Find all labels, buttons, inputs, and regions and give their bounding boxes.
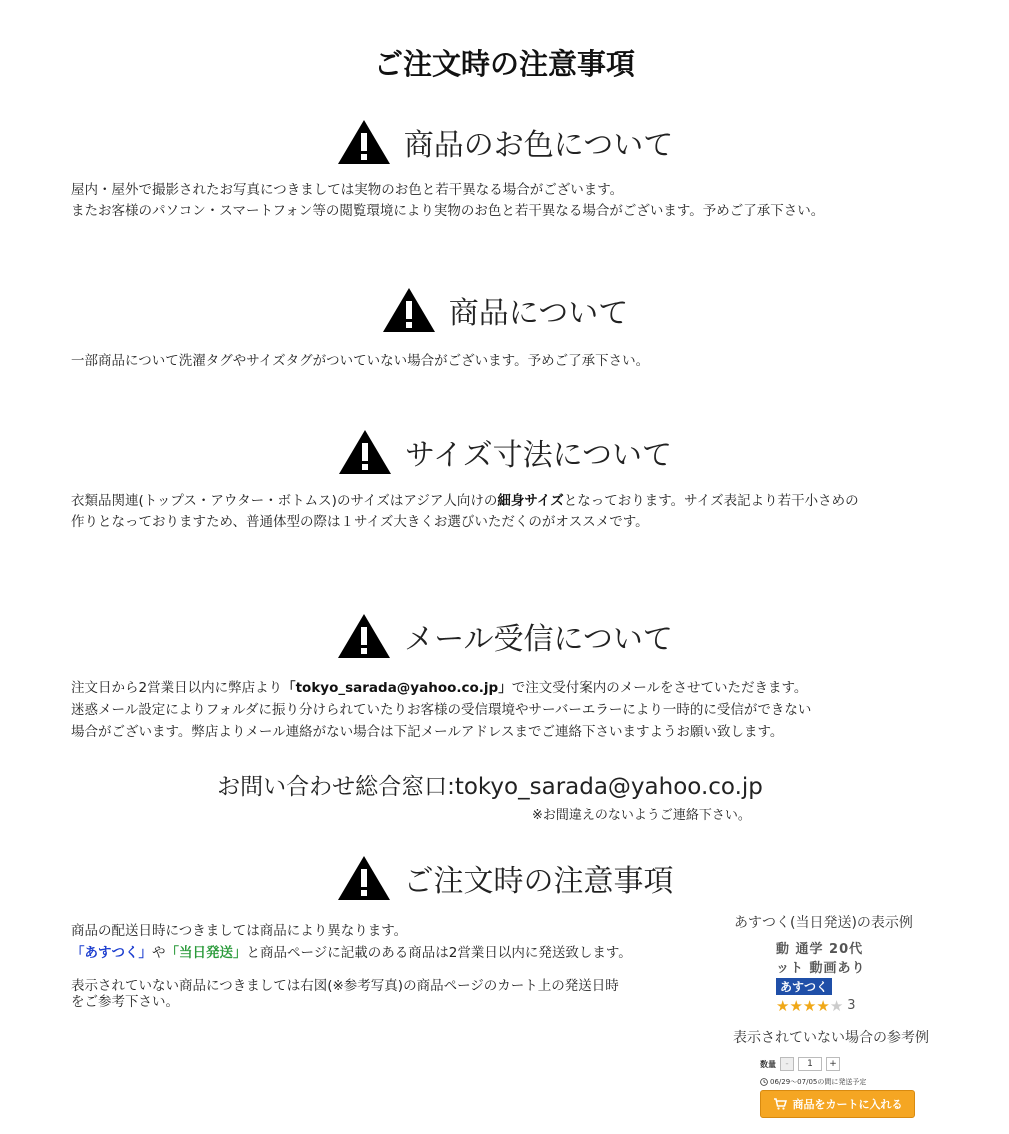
- ship-date-text: 06/29〜07/05の間に発送予定: [770, 1078, 867, 1086]
- text-span: で注文受付案内のメールをさせていただきます。: [511, 680, 808, 696]
- text-line: またお客様のパソコン・スマートフォン等の閲覧環境により実物のお色と若干異なる場合がございます。予めご了承下さい。: [71, 203, 825, 219]
- side-label-asutsuku-example: あすつく(当日発送)の表示例: [734, 915, 913, 931]
- text-span: 衣類品関連(トップス・アウター・ボトムス)のサイズはアジア人向けの: [71, 493, 498, 509]
- warning-icon: [381, 286, 437, 334]
- paragraph-order: [71, 920, 632, 1010]
- side-label-fallback-example: 表示されていない場合の参考例: [733, 1030, 929, 1046]
- quantity-label: 数量: [760, 1059, 776, 1069]
- section-heading-color: [0, 118, 1009, 166]
- section-heading-text: メール受信について: [404, 622, 673, 657]
- thumb-text: 動 通学 20代: [776, 942, 864, 957]
- email-emphasis: 「tokyo_sarada@yahoo.co.jp」: [282, 680, 512, 696]
- emphasis-slim-size: 細身サイズ: [497, 493, 564, 509]
- text-line: [71, 491, 859, 512]
- text-line: をご参考下さい。: [71, 994, 179, 1010]
- add-to-cart-button[interactable]: [760, 1090, 915, 1118]
- quantity-plus-button[interactable]: +: [826, 1057, 840, 1071]
- quantity-minus-button[interactable]: -: [780, 1057, 794, 1071]
- text-line: [71, 942, 632, 964]
- section-heading-text: 商品について: [448, 296, 629, 331]
- asutsuku-badge: あすつく: [776, 978, 832, 995]
- star-icon: ★: [776, 997, 790, 1015]
- warning-icon: [337, 428, 393, 476]
- text-span: と商品ページに記載のある商品は2営業日以内に発送致します。: [246, 945, 632, 961]
- text-span: 注文日から2営業日以内に弊店より: [71, 680, 283, 696]
- text-line: 迷惑メール設定によりフォルダに振り分けられていたりお客様の受信環境やサーバーエラーにより一時的に受信ができない: [71, 702, 812, 718]
- spacer: [71, 964, 632, 978]
- text-line: 作りとなっておりますため、普通体型の際は１サイズ大きくお選びいただくのがオススメです。: [71, 514, 649, 530]
- text-line: 屋内・屋外で撮影されたお写真につきましては実物のお色と若干異なる場合がございます。: [71, 182, 624, 198]
- star-icon: ★: [802, 997, 817, 1015]
- page-title: ご注文時の注意事項: [373, 47, 635, 81]
- contact-note: ※お間違えのないようご連絡下さい。: [532, 808, 751, 823]
- warning-icon: [336, 854, 392, 902]
- paragraph-color: [71, 180, 824, 222]
- asutsuku-label: 「あすつく」: [71, 945, 152, 961]
- thumb-text: ット 動画あり: [776, 961, 866, 976]
- text-line: 一部商品について洗濯タグやサイズタグがついていない場合がございます。予めご了承下さい。: [71, 353, 650, 369]
- section-heading-product: [0, 286, 1009, 334]
- text-span: となっております。サイズ表記より若干小さめの: [563, 493, 859, 509]
- quantity-input[interactable]: 1: [798, 1057, 822, 1071]
- warning-icon: [336, 118, 392, 166]
- paragraph-mail: [71, 677, 811, 743]
- text-line: [71, 677, 811, 699]
- add-to-cart-label: 商品をカートに入れる: [792, 1098, 903, 1111]
- section-heading-text: ご注文時の注意事項: [403, 864, 674, 899]
- section-heading-text: サイズ寸法について: [405, 438, 672, 473]
- section-heading-order: [0, 854, 1009, 902]
- text-line: 商品の配送日時につきましては商品により異なります。: [71, 923, 408, 939]
- asutsuku-example-image: [776, 940, 894, 1020]
- clock-icon: [760, 1078, 768, 1086]
- rating-count: 3: [847, 998, 856, 1013]
- ship-date-row: [760, 1077, 920, 1087]
- paragraph-product: [71, 351, 649, 372]
- section-heading-text: 商品のお色について: [403, 128, 674, 163]
- contact-line: お問い合わせ総合窓口:tokyo_sarada@yahoo.co.jp: [217, 774, 763, 800]
- text-line: 表示されていない商品につきましては右図(※参考写真)の商品ページのカート上の発送日時: [71, 978, 619, 994]
- star-rating: [776, 998, 894, 1014]
- quantity-row: [760, 1057, 920, 1071]
- star-icon: ★: [789, 997, 803, 1015]
- section-heading-mail: [0, 612, 1009, 660]
- cart-icon: [773, 1098, 787, 1110]
- cart-example-image: [760, 1057, 920, 1123]
- warning-icon: [336, 612, 392, 660]
- text-line: 場合がございます。弊店よりメール連絡がない場合は下記メールアドレスまでご連絡下さいますようお願い致します。: [71, 724, 784, 740]
- paragraph-size: [71, 491, 859, 533]
- text-span: や: [152, 945, 166, 961]
- section-heading-size: [0, 428, 1009, 476]
- star-icon: ★: [816, 997, 830, 1015]
- same-day-label: 「当日発送」: [165, 945, 247, 961]
- star-icon: ★: [829, 997, 844, 1015]
